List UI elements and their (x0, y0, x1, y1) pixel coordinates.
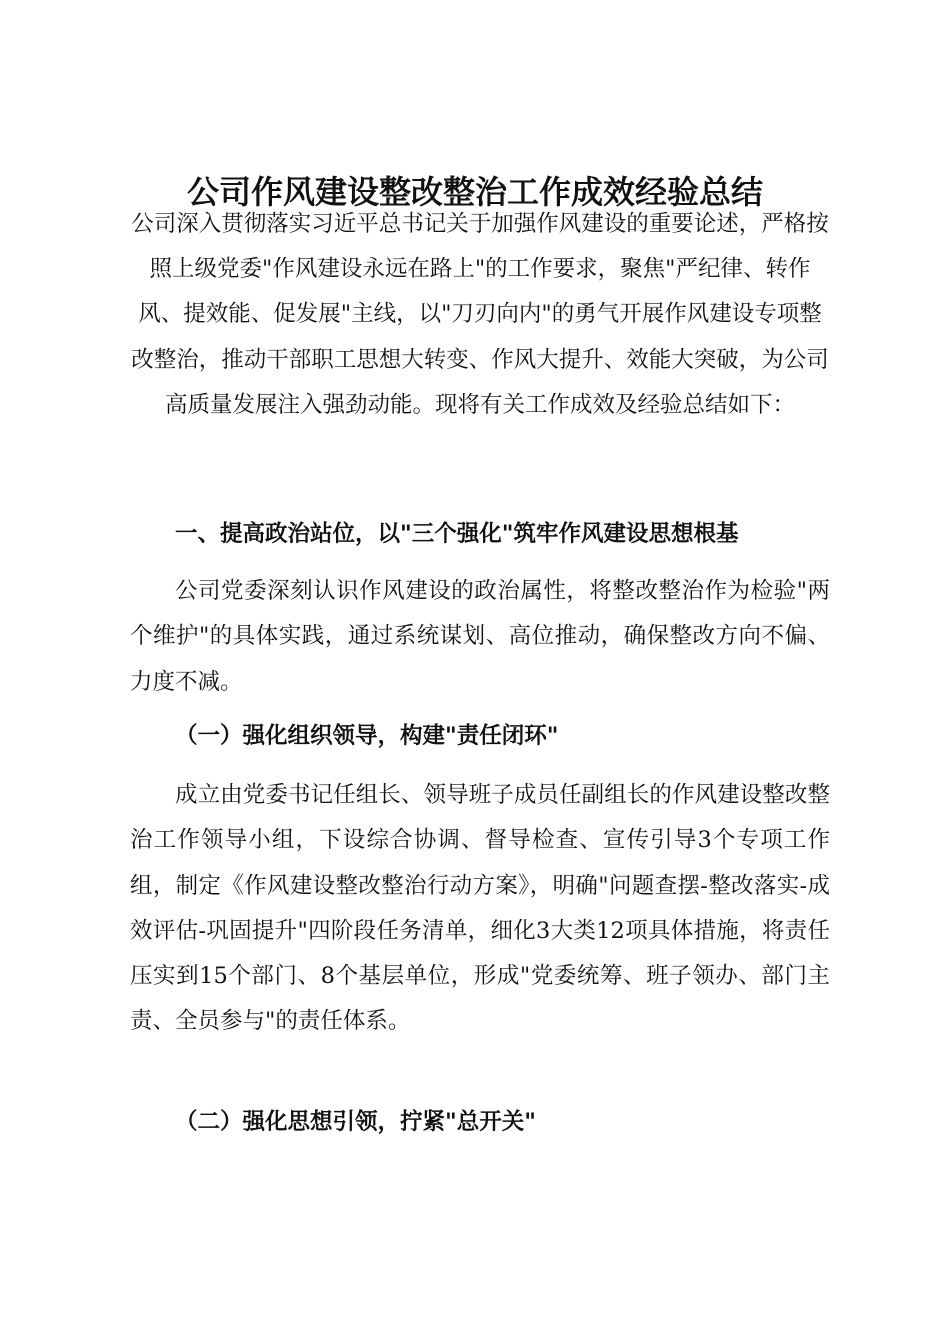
document-title: 公司作风建设整改整治工作成效经验总结 (186, 173, 763, 211)
subsection-2-heading: （二）强化思想引领，拧紧"总开关" (175, 1109, 536, 1135)
section-1-paragraph: 公司党委深刻认识作风建设的政治属性，将整改整治作为检验"两个维护"的具体实践，通过系统谋划、高位推动，确保整改方向不偏、力度不减。 (130, 578, 830, 695)
subsection-1-heading: （一）强化组织领导，构建"责任闭环" (175, 723, 559, 749)
subsection-1-paragraph: 成立由党委书记任组长、领导班子成员任副组长的作风建设整改整治工作领导小组，下设综合协调、督导检查、宣传引导3个专项工作组，制定《作风建设整改整治行动方案》，明确"问题查摆-整改落实-成效评估-巩固提升"四阶段任务清单，细化3大类12项具体措施，将责任压实到15个部门、8个基层单位，形成"党委统筹、班子领办、部门主责、全员参与"的责任体系。 (130, 782, 830, 1035)
intro-paragraph: 公司深入贯彻落实习近平总书记关于加强作风建设的重要论述，严格按照上级党委"作风建设永远在路上"的工作要求，聚焦"严纪律、转作风、提效能、促发展"主线，以"刀刃向内"的勇气开展作风建设专项整改整治，推动干部职工思想大转变、作风大提升、效能大突破，为公司高质量发展注入强劲动能。现将有关工作成效及经验总结如下： (131, 211, 829, 418)
section-1-heading: 一、提高政治站位，以"三个强化"筑牢作风建设思想根基 (175, 521, 739, 547)
